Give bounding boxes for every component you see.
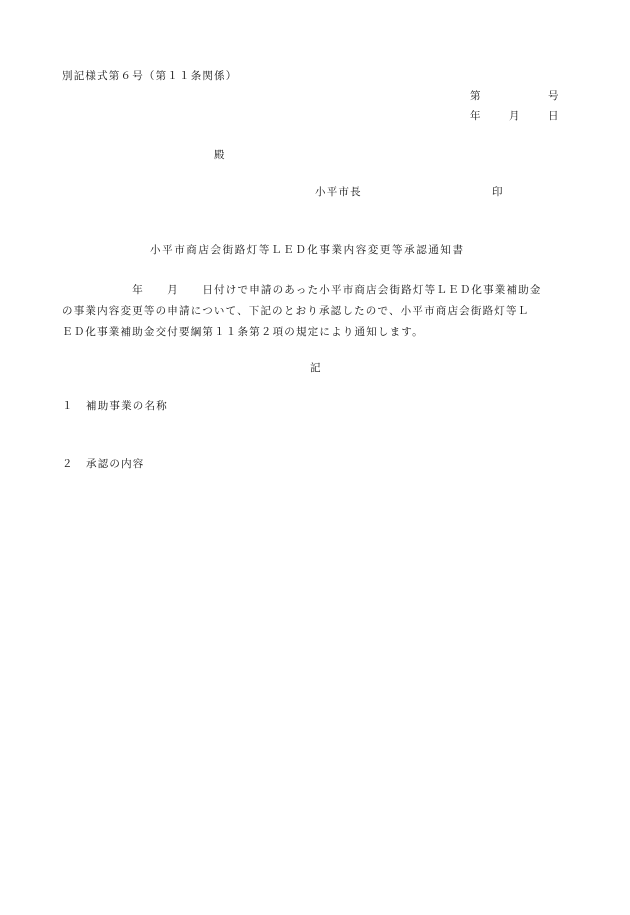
body-line: ＥＤ化事業補助金交付要綱第１１条第２項の規定により通知します。 — [62, 326, 424, 338]
record-heading: 記 — [310, 362, 322, 374]
body-paragraph — [62, 280, 578, 343]
doc-number-suffix: 号 — [548, 90, 560, 102]
body-line: の事業内容変更等の申請について、下記のとおり承認したので、小平市商店会街路灯等Ｌ — [62, 305, 530, 317]
doc-date-month: 月 — [509, 110, 521, 122]
document-title: 小平市商店会街路灯等ＬＥＤ化事業内容変更等承認通知書 — [150, 244, 465, 256]
seal-mark: 印 — [492, 186, 504, 198]
addressee-suffix: 殿 — [214, 149, 226, 161]
form-label: 別記様式第６号（第１１条関係） — [62, 70, 238, 82]
doc-number-prefix: 第 — [470, 90, 482, 102]
list-item — [62, 457, 145, 471]
list-item — [62, 399, 168, 413]
item-number: １ — [62, 400, 74, 412]
issuer-name: 小平市長 — [315, 186, 362, 198]
doc-date-day: 日 — [548, 110, 560, 122]
body-line: 年 月 日付けで申請のあった小平市商店会街路灯等ＬＥＤ化事業補助金 — [62, 284, 542, 296]
doc-date-year: 年 — [470, 110, 482, 122]
item-number: ２ — [62, 458, 74, 470]
item-label: 承認の内容 — [86, 458, 145, 470]
item-label: 補助事業の名称 — [86, 400, 168, 412]
